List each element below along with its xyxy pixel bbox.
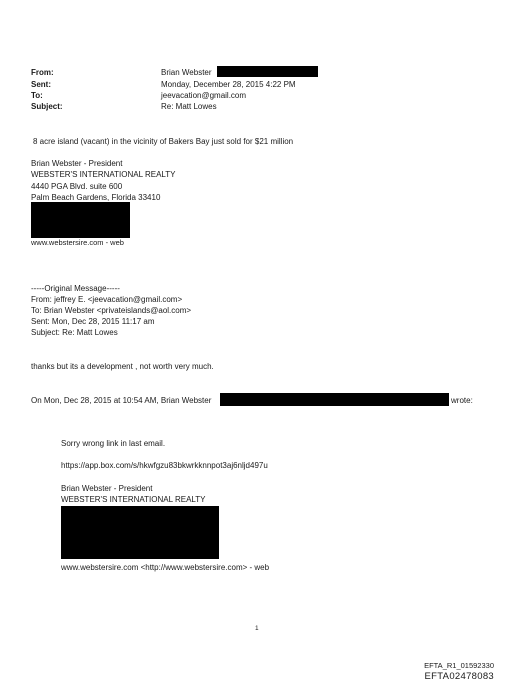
quote-link[interactable]: https://app.box.com/s/hkwfgzu83bkwrkknnpot3aj6nljd497u (61, 461, 268, 470)
to-label: To: (31, 91, 43, 100)
from-value: Brian Webster (161, 68, 212, 77)
sent-label: Sent: (31, 80, 51, 89)
quote-line: Sorry wrong link in last email. (61, 439, 166, 448)
signature-name-title: Brian Webster - President (31, 159, 123, 168)
redaction-box (220, 393, 449, 406)
original-from: From: jeffrey E. <jeevacation@gmail.com> (31, 295, 183, 304)
original-sent: Sent: Mon, Dec 28, 2015 11:17 am (31, 317, 155, 326)
quote-company: WEBSTER'S INTERNATIONAL REALTY (61, 495, 206, 504)
subject-value: Re: Matt Lowes (161, 102, 217, 111)
quote-name-title: Brian Webster - President (61, 484, 153, 493)
bates-ref-2: EFTA02478083 (424, 671, 494, 682)
original-message-text: thanks but its a development , not worth very much. (31, 362, 214, 371)
body-line: 8 acre island (vacant) in the vicinity of Bakers Bay just sold for $21 million (33, 137, 294, 146)
quote-intro: On Mon, Dec 28, 2015 at 10:54 AM, Brian Webster (31, 396, 212, 405)
bates-ref-1: EFTA_R1_01592330 (424, 661, 494, 670)
redaction-box (217, 66, 318, 77)
to-value: jeevacation@gmail.com (161, 91, 247, 100)
from-label: From: (31, 68, 54, 77)
redaction-box (31, 202, 130, 238)
subject-label: Subject: (31, 102, 63, 111)
quote-wrote: wrote: (451, 396, 473, 405)
sent-value: Monday, December 28, 2015 4:22 PM (161, 80, 296, 89)
signature-web: www.webstersire.com - web (31, 238, 124, 247)
quote-web: www.webstersire.com <http://www.webstersire.com> - web (61, 563, 270, 572)
redaction-box (61, 506, 219, 559)
signature-address1: 4440 PGA Blvd. suite 600 (31, 182, 123, 191)
original-to: To: Brian Webster <privateislands@aol.com> (31, 306, 192, 315)
page-number: 1 (255, 625, 259, 632)
signature-company: WEBSTER'S INTERNATIONAL REALTY (31, 170, 176, 179)
signature-address2: Palm Beach Gardens, Florida 33410 (31, 193, 161, 202)
original-subject: Subject: Re: Matt Lowes (31, 328, 118, 337)
original-message-marker: -----Original Message----- (31, 284, 120, 293)
